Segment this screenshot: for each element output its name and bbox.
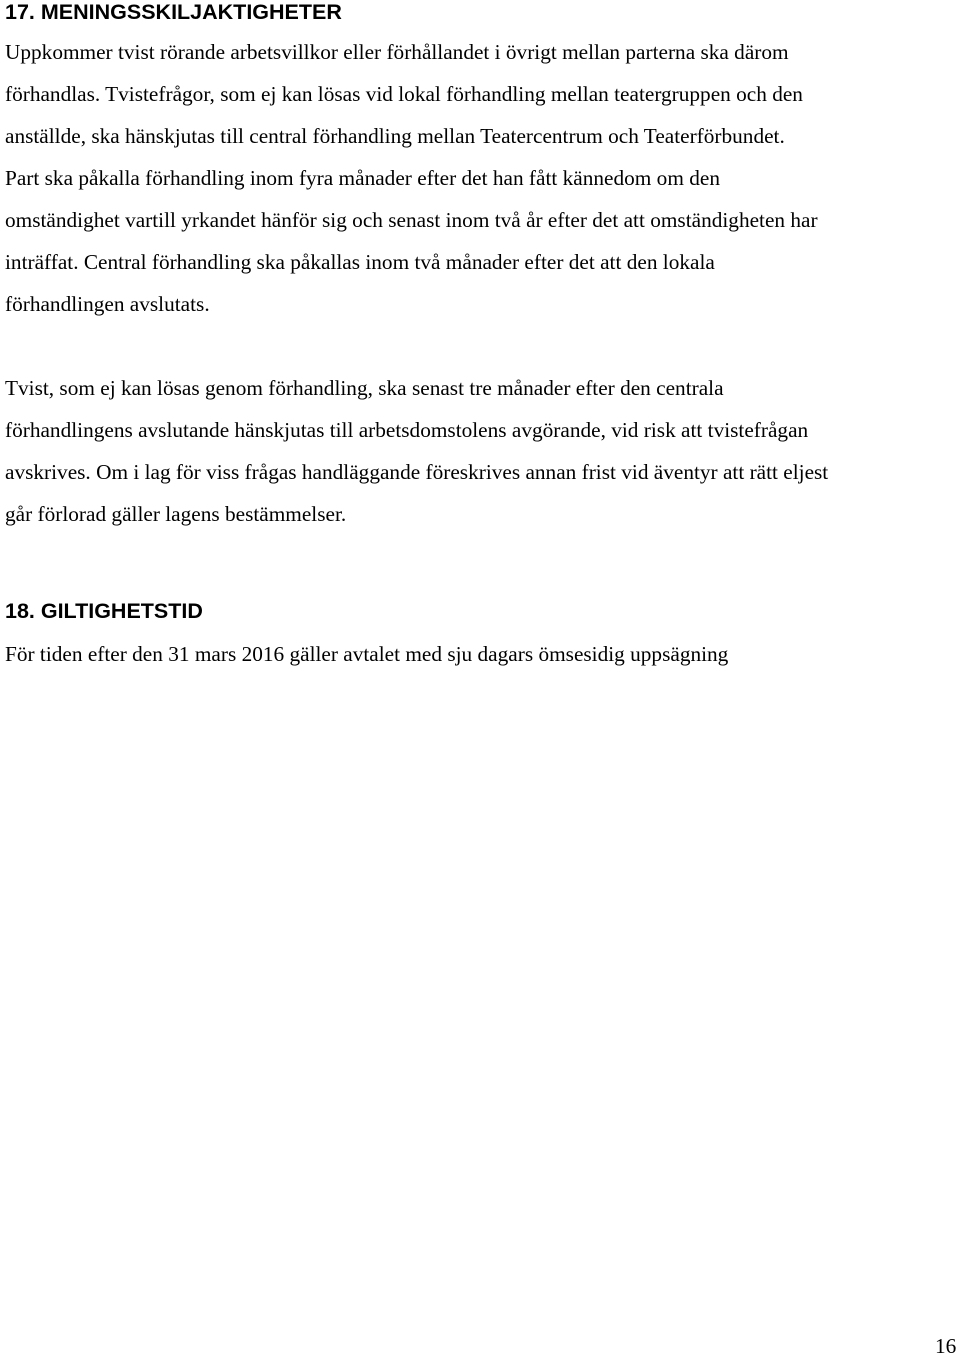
page-number: 16 (935, 1334, 957, 1358)
text-line: inträffat. Central förhandling ska påkallas inom två månader efter det att den lokala (5, 250, 715, 274)
section-17-heading: 17. MENINGSSKILJAKTIGHETER (5, 0, 342, 24)
text-line: förhandlas. Tvistefrågor, som ej kan lösas vid lokal förhandling mellan teatergruppen och den (5, 82, 803, 106)
text-line: För tiden efter den 31 mars 2016 gäller avtalet med sju dagars ömsesidig uppsägning (5, 642, 729, 666)
text-line: omständighet vartill yrkandet hänför sig och senast inom två år efter det att omständigheten har (5, 208, 818, 232)
text-line: går förlorad gäller lagens bestämmelser. (5, 502, 347, 526)
text-line: Part ska påkalla förhandling inom fyra månader efter det han fått kännedom om den (5, 166, 720, 190)
text-line: Tvist, som ej kan lösas genom förhandling, ska senast tre månader efter den centrala (5, 376, 724, 400)
text-line: anställde, ska hänskjutas till central förhandling mellan Teatercentrum och Teaterförbundet. (5, 124, 785, 148)
text-line: förhandlingen avslutats. (5, 292, 210, 316)
section-18-paragraph (5, 633, 728, 675)
text-line: förhandlingens avslutande hänskjutas till arbetsdomstolens avgörande, vid risk att tvistefrågan (5, 418, 809, 442)
section-17-paragraph-2 (5, 367, 828, 535)
text-line: avskrives. Om i lag för viss frågas handläggande föreskrives annan frist vid äventyr att rätt eljest (5, 460, 829, 484)
text-line: Uppkommer tvist rörande arbetsvillkor eller förhållandet i övrigt mellan parterna ska därom (5, 40, 789, 64)
section-17-paragraph-1 (5, 31, 818, 325)
section-18-heading: 18. GILTIGHETSTID (5, 599, 203, 623)
